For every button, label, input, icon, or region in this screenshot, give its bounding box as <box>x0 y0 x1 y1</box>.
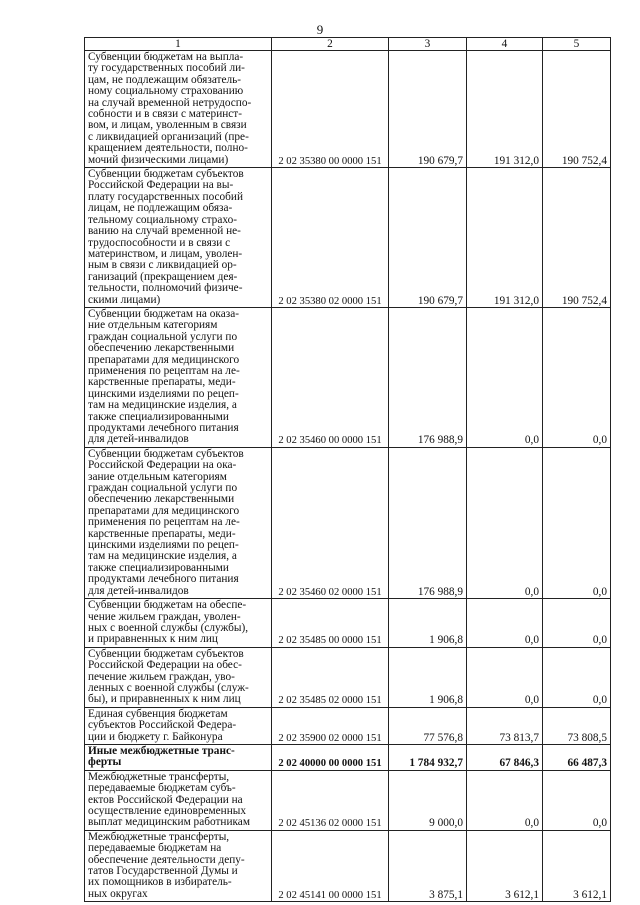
budget-code-cell: 2 02 45136 02 0000 151 <box>272 770 389 830</box>
description-line: цинскими изделиями по рецеп- <box>88 539 239 552</box>
description-line: препаратами для медицинского <box>88 353 240 366</box>
budget-code-cell: 2 02 35485 00 0000 151 <box>272 599 389 648</box>
column-header-4: 4 <box>467 38 543 51</box>
description-line: скими лицами) <box>88 293 161 306</box>
value-col5-cell: 73 808,5 <box>543 707 611 744</box>
description-line: Иные межбюджетные транс- <box>88 744 235 757</box>
value-col3-cell: 190 679,7 <box>389 51 467 168</box>
value-col3-cell: 3 875,1 <box>389 830 467 901</box>
row-description <box>85 744 272 770</box>
row-description <box>85 447 272 598</box>
description-line: ных округах <box>88 887 148 900</box>
description-line: также специализированными <box>88 561 229 574</box>
row-description <box>85 168 272 308</box>
description-line: граждан социальной услуги по <box>88 330 238 343</box>
value-col3-cell: 77 576,8 <box>389 707 467 744</box>
description-line: применения по рецептам на ле- <box>88 364 240 377</box>
budget-code-cell: 2 02 35460 00 0000 151 <box>272 307 389 447</box>
description-line: ние отдельным категориям <box>88 319 218 332</box>
description-line: материнством, и лицам, уволен- <box>88 247 243 260</box>
description-line: обеспечению лекарственными <box>88 493 235 506</box>
table-row <box>85 168 611 308</box>
value-col3-cell: 1 906,8 <box>389 599 467 648</box>
description-line: татов Государственной Думы и <box>88 865 238 878</box>
description-line: Субвенции бюджетам субъектов <box>88 647 244 660</box>
budget-code-cell: 2 02 35485 02 0000 151 <box>272 647 389 707</box>
description-line: мочий физическими лицами) <box>88 153 229 166</box>
description-line: тельному социальному страхо- <box>88 213 237 226</box>
description-line: Российской Федерации на ока- <box>88 459 237 472</box>
description-line: плату государственных пособий <box>88 190 244 203</box>
description-line: ту государственных пособий ли- <box>88 62 245 75</box>
row-description <box>85 51 272 168</box>
budget-code-cell: 2 02 45141 00 0000 151 <box>272 830 389 901</box>
description-line: Российской Федерации на обес- <box>88 659 242 672</box>
description-line: чение жильем граждан, уволен- <box>88 610 241 623</box>
value-col4-cell: 191 312,0 <box>467 168 543 308</box>
value-col5-cell: 0,0 <box>543 307 611 447</box>
description-line: ектов Российской Федерации на <box>88 793 243 806</box>
budget-code-cell: 2 02 40000 00 0000 151 <box>272 744 389 770</box>
description-line: печение жильем граждан, уво- <box>88 670 235 683</box>
description-line: продуктами лечебного питания <box>88 573 239 586</box>
table-row <box>85 744 611 770</box>
value-col5-cell: 0,0 <box>543 770 611 830</box>
table-row <box>85 447 611 598</box>
description-line: бы), и приравненных к ним лиц <box>88 693 241 706</box>
value-col4-cell: 67 846,3 <box>467 744 543 770</box>
budget-code-cell: 2 02 35380 02 0000 151 <box>272 168 389 308</box>
column-header-1: 1 <box>85 38 272 51</box>
description-line: также специализированными <box>88 410 229 423</box>
budget-code-cell: 2 02 35380 00 0000 151 <box>272 51 389 168</box>
description-line: там на медицинские изделия, а <box>88 399 237 412</box>
description-line: обеспечение деятельности депу- <box>88 853 245 866</box>
description-line: зание отдельным категориям <box>88 470 227 483</box>
description-line: продуктами лечебного питания <box>88 422 239 434</box>
description-line: кращением деятельности, полно- <box>88 142 248 155</box>
table-header-row <box>85 38 611 51</box>
value-col5-cell: 190 752,4 <box>543 168 611 308</box>
description-line: ных с военной службы (службы), <box>88 621 249 634</box>
value-col4-cell: 73 813,7 <box>467 707 543 744</box>
description-line: ванию на случай временной не- <box>88 225 241 238</box>
row-description <box>85 599 272 648</box>
column-header-3: 3 <box>389 38 467 51</box>
value-col5-cell: 66 487,3 <box>543 744 611 770</box>
budget-code-cell: 2 02 35900 02 0000 151 <box>272 707 389 744</box>
value-col3-cell: 9 000,0 <box>389 770 467 830</box>
budget-table <box>84 37 611 902</box>
column-header-2: 2 <box>272 38 389 51</box>
value-col4-cell: 0,0 <box>467 647 543 707</box>
description-line: Единая субвенция бюджетам <box>88 707 228 720</box>
description-line: обеспечению лекарственными <box>88 342 235 355</box>
value-col5-cell: 0,0 <box>543 647 611 707</box>
description-line: вом, и лицам, уволенным в связи <box>88 119 247 132</box>
table-row <box>85 770 611 830</box>
row-description <box>85 647 272 707</box>
row-description <box>85 707 272 744</box>
table-row <box>85 307 611 447</box>
description-line: субъектов Российской Федера- <box>88 719 237 732</box>
value-col5-cell: 3 612,1 <box>543 830 611 901</box>
description-line: ции и бюджету г. Байконура <box>88 730 223 743</box>
table-row <box>85 51 611 168</box>
row-description <box>85 307 272 447</box>
description-line: там на медицинские изделия, а <box>88 550 237 563</box>
description-line: Межбюджетные трансферты, <box>88 770 230 783</box>
description-line: выплат медицинским работникам <box>88 816 250 829</box>
column-header-5: 5 <box>543 38 611 51</box>
description-line: Российской Федерации на вы- <box>88 179 234 192</box>
description-line: и приравненных к ним лиц <box>88 633 218 646</box>
description-line: для детей-инвалидов <box>88 584 189 597</box>
description-line: Межбюджетные трансферты, <box>88 830 230 843</box>
value-col4-cell: 0,0 <box>467 447 543 598</box>
table-row <box>85 647 611 707</box>
description-line: ному социальному страхованию <box>88 85 244 98</box>
description-line: Субвенции бюджетам на выпла- <box>88 51 244 63</box>
description-line: передаваемые бюджетам субъ- <box>88 782 236 795</box>
table-row <box>85 707 611 744</box>
description-line: карственные препараты, меди- <box>88 527 236 540</box>
value-col3-cell: 176 988,9 <box>389 307 467 447</box>
value-col4-cell: 0,0 <box>467 770 543 830</box>
budget-code-cell: 2 02 35460 02 0000 151 <box>272 447 389 598</box>
value-col5-cell: 0,0 <box>543 447 611 598</box>
description-line: цам, не подлежащим обязатель- <box>88 73 242 86</box>
table-row <box>85 830 611 901</box>
description-line: ферты <box>88 756 122 769</box>
value-col5-cell: 190 752,4 <box>543 51 611 168</box>
value-col3-cell: 176 988,9 <box>389 447 467 598</box>
description-line: Субвенции бюджетам на оказа- <box>88 307 239 320</box>
value-col4-cell: 191 312,0 <box>467 51 543 168</box>
value-col4-cell: 0,0 <box>467 599 543 648</box>
description-line: на случай временной нетрудоспо- <box>88 96 252 109</box>
description-line: Субвенции бюджетам субъектов <box>88 447 244 460</box>
description-line: препаратами для медицинского <box>88 504 240 517</box>
description-line: передаваемые бюджетам на <box>88 842 222 855</box>
description-line: граждан социальной услуги по <box>88 482 238 495</box>
description-line: применения по рецептам на ле- <box>88 516 240 529</box>
description-line: собности и в связи с материнст- <box>88 108 242 121</box>
description-line: тельности, полномочий физиче- <box>88 282 243 295</box>
value-col4-cell: 3 612,1 <box>467 830 543 901</box>
description-line: ганизаций (прекращением дея- <box>88 270 238 283</box>
description-line: осуществление единовременных <box>88 805 246 817</box>
description-line: для детей-инвалидов <box>88 433 189 446</box>
description-line: трудоспособности и в связи с <box>88 236 231 249</box>
description-line: Субвенции бюджетам субъектов <box>88 168 244 181</box>
description-line: цинскими изделиями по рецеп- <box>88 387 239 400</box>
description-line: карственные препараты, меди- <box>88 376 236 389</box>
value-col3-cell: 190 679,7 <box>389 168 467 308</box>
value-col3-cell: 1 906,8 <box>389 647 467 707</box>
description-line: лицам, не подлежащим обяза- <box>88 202 233 215</box>
page-number: 9 <box>316 22 324 37</box>
value-col5-cell: 0,0 <box>543 599 611 648</box>
table-row <box>85 599 611 648</box>
value-col3-cell: 1 784 932,7 <box>389 744 467 770</box>
description-line: с ликвидацией организаций (пре- <box>88 130 249 143</box>
description-line: Субвенции бюджетам на обеспе- <box>88 599 247 612</box>
row-description <box>85 770 272 830</box>
description-line: их помощников в избиратель- <box>88 876 232 889</box>
description-line: ным в связи с ликвидацией ор- <box>88 259 237 272</box>
value-col4-cell: 0,0 <box>467 307 543 447</box>
description-line: ленных с военной службы (служ- <box>88 681 249 694</box>
row-description <box>85 830 272 901</box>
